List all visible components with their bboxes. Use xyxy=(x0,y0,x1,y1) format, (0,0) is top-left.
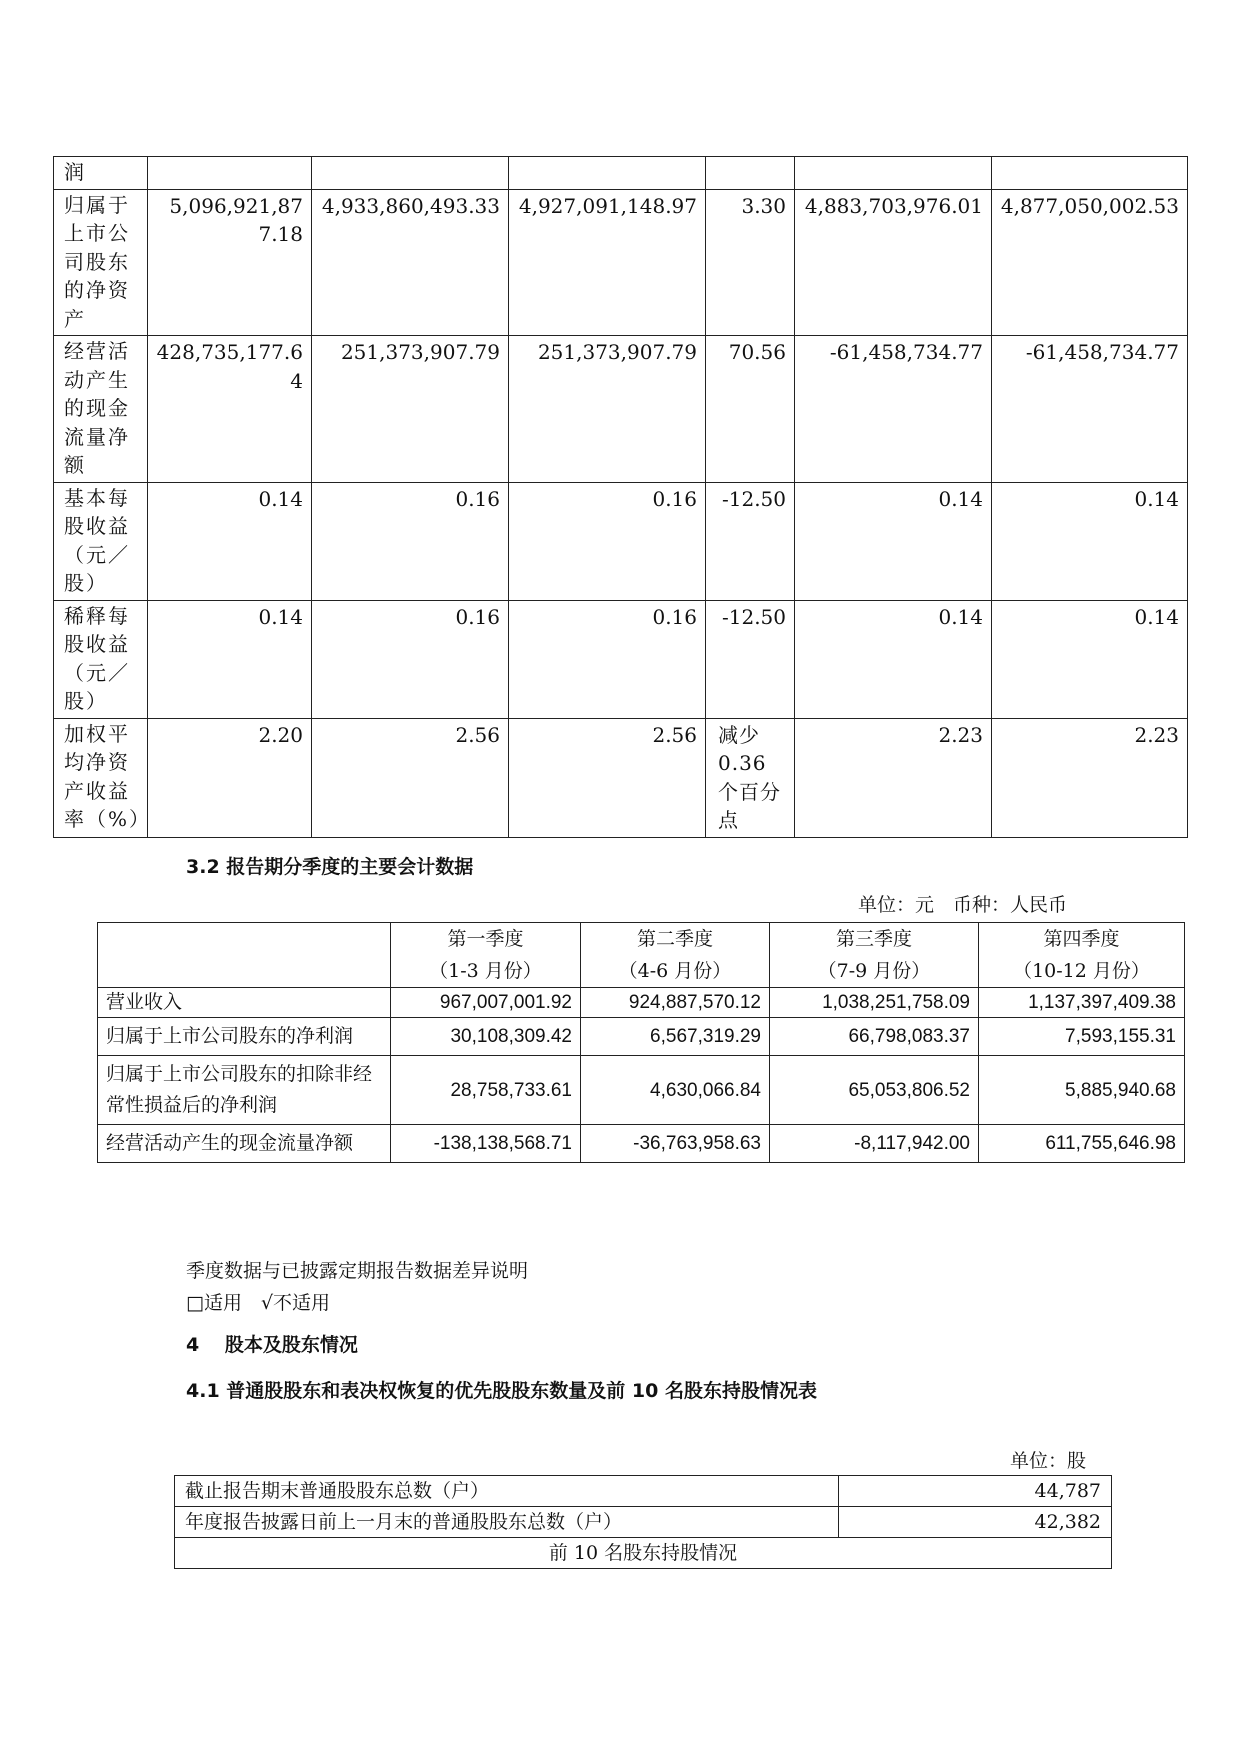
table-cell: -138,138,568.71 xyxy=(391,1125,581,1163)
table-cell: 28,758,733.61 xyxy=(391,1056,581,1125)
table-cell: 65,053,806.52 xyxy=(770,1056,979,1125)
table-cell xyxy=(312,157,509,190)
row-label: 归属于上市公司股东的净利润 xyxy=(98,1018,391,1056)
table-cell: 3.30 xyxy=(706,189,795,336)
table-cell: 0.14 xyxy=(148,482,312,600)
row-label: 营业收入 xyxy=(98,988,391,1018)
header-line: 第四季度 xyxy=(1043,928,1120,950)
table-cell: 4,933,860,493.33 xyxy=(312,189,509,336)
table-cell: 2.56 xyxy=(312,718,509,837)
row-label: 润 xyxy=(54,157,148,190)
unit-currency-label: 单位：元 币种：人民币 xyxy=(858,894,1068,916)
header-line: （4-6 月份） xyxy=(618,960,732,982)
table-cell: -61,458,734.77 xyxy=(992,336,1188,483)
header-line: 第二季度 xyxy=(636,928,713,950)
table-row xyxy=(54,157,1188,190)
row-label: 年度报告披露日前上一月末的普通股股东总数（户） xyxy=(175,1507,839,1538)
table-cell: 减少0.36个百分点 xyxy=(706,718,795,837)
table-cell: 6,567,319.29 xyxy=(581,1018,770,1056)
table-cell: 66,798,083.37 xyxy=(770,1018,979,1056)
column-header-q1 xyxy=(391,923,581,988)
applicable-checkbox-text: □适用 √不适用 xyxy=(186,1292,331,1314)
table-cell: 2.23 xyxy=(795,718,992,837)
table-row xyxy=(54,718,1188,837)
table-cell: 1,038,251,758.09 xyxy=(770,988,979,1018)
table-cell: 4,927,091,148.97 xyxy=(509,189,706,336)
table-cell: -61,458,734.77 xyxy=(795,336,992,483)
table-cell: 0.14 xyxy=(992,600,1188,718)
table-cell: 5,885,940.68 xyxy=(979,1056,1185,1125)
table-cell: 0.16 xyxy=(312,482,509,600)
table-cell: -36,763,958.63 xyxy=(581,1125,770,1163)
table-cell: 0.16 xyxy=(509,600,706,718)
table-cell: 2.20 xyxy=(148,718,312,837)
table-cell: 428,735,177.64 xyxy=(148,336,312,483)
table-cell: -12.50 xyxy=(706,482,795,600)
table-cell: 1,137,397,409.38 xyxy=(979,988,1185,1018)
table-cell: 44,787 xyxy=(839,1476,1112,1507)
table-cell: 0.16 xyxy=(509,482,706,600)
table-cell: 2.56 xyxy=(509,718,706,837)
table-cell: 30,108,309.42 xyxy=(391,1018,581,1056)
row-label: 经营活动产生的现金流量净额 xyxy=(98,1125,391,1163)
table-row xyxy=(98,1018,1185,1056)
table-row xyxy=(98,1056,1185,1125)
table-row xyxy=(54,600,1188,718)
table-cell xyxy=(148,157,312,190)
table-cell: 5,096,921,877.18 xyxy=(148,189,312,336)
table-cell: 0.16 xyxy=(312,600,509,718)
column-header-q4 xyxy=(979,923,1185,988)
row-label: 加权平均净资产收益率（%） xyxy=(54,718,148,837)
section-4-title: 4 股本及股东情况 xyxy=(186,1334,358,1356)
table-cell: 4,630,066.84 xyxy=(581,1056,770,1125)
table-cell: 7,593,155.31 xyxy=(979,1018,1185,1056)
unit-shares-label: 单位：股 xyxy=(1010,1450,1087,1472)
table-row xyxy=(175,1538,1112,1569)
shareholder-count-table xyxy=(174,1475,1112,1569)
header-line: （7-9 月份） xyxy=(817,960,931,982)
table-cell xyxy=(992,157,1188,190)
table-cell xyxy=(706,157,795,190)
table-cell xyxy=(509,157,706,190)
table-cell: -8,117,942.00 xyxy=(770,1125,979,1163)
header-line: （1-3 月份） xyxy=(429,960,542,982)
table-cell: 0.14 xyxy=(795,600,992,718)
quarterly-data-table xyxy=(97,922,1185,1163)
header-line: （10-12 月份） xyxy=(1013,960,1150,982)
table-cell: 251,373,907.79 xyxy=(509,336,706,483)
table-cell: 967,007,001.92 xyxy=(391,988,581,1018)
section-3-2-title: 3.2 报告期分季度的主要会计数据 xyxy=(186,856,474,878)
table-cell xyxy=(795,157,992,190)
table-cell: 70.56 xyxy=(706,336,795,483)
column-header-q2 xyxy=(581,923,770,988)
table-cell: 42,382 xyxy=(839,1507,1112,1538)
column-header-q3 xyxy=(770,923,979,988)
table-row xyxy=(175,1476,1112,1507)
row-label: 归属于上市公司股东的扣除非经常性损益后的净利润 xyxy=(98,1056,391,1125)
table-row xyxy=(54,482,1188,600)
table-cell: -12.50 xyxy=(706,600,795,718)
table-row xyxy=(98,988,1185,1018)
table-cell: 924,887,570.12 xyxy=(581,988,770,1018)
header-line: 第一季度 xyxy=(447,928,524,950)
table-row xyxy=(54,336,1188,483)
table-cell: 251,373,907.79 xyxy=(312,336,509,483)
row-label: 截止报告期末普通股股东总数（户） xyxy=(175,1476,839,1507)
table-cell: 2.23 xyxy=(992,718,1188,837)
table-row xyxy=(98,1125,1185,1163)
table-cell: 611,755,646.98 xyxy=(979,1125,1185,1163)
quarterly-difference-note: 季度数据与已披露定期报告数据差异说明 xyxy=(186,1260,529,1282)
table-cell xyxy=(98,923,391,988)
table-cell: 0.14 xyxy=(992,482,1188,600)
table-row xyxy=(175,1507,1112,1538)
main-accounting-data-table xyxy=(53,156,1188,838)
row-label: 基本每股收益（元／股） xyxy=(54,482,148,600)
table-row xyxy=(54,189,1188,336)
table-cell: 0.14 xyxy=(795,482,992,600)
header-line: 第三季度 xyxy=(835,928,912,950)
table-cell: 0.14 xyxy=(148,600,312,718)
row-label: 稀释每股收益（元／股） xyxy=(54,600,148,718)
row-label: 经营活动产生的现金流量净额 xyxy=(54,336,148,483)
table-cell: 4,877,050,002.53 xyxy=(992,189,1188,336)
table-cell: 4,883,703,976.01 xyxy=(795,189,992,336)
table-header-row xyxy=(98,923,1185,988)
row-label: 归属于上市公司股东的净资产 xyxy=(54,189,148,336)
section-4-1-title: 4.1 普通股股东和表决权恢复的优先股股东数量及前 10 名股东持股情况表 xyxy=(186,1380,817,1402)
top10-shareholders-title: 前 10 名股东持股情况 xyxy=(175,1538,1112,1569)
